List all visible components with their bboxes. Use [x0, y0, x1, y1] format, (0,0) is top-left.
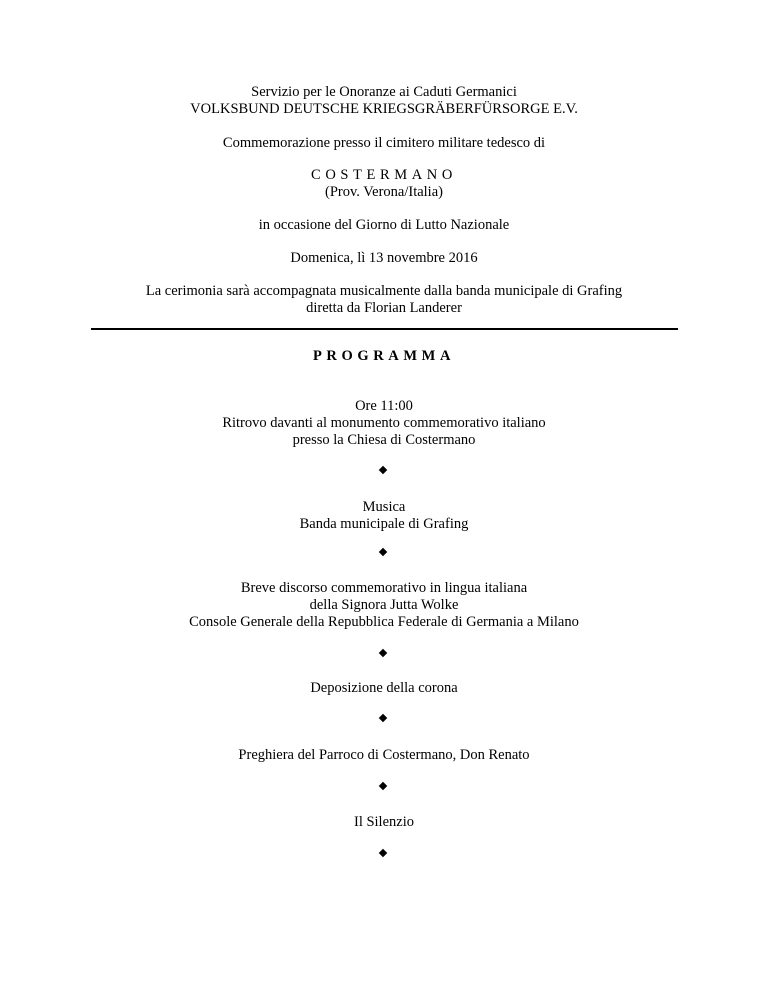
program-item-title: Preghiera del Parroco di Costermano, Don Renato — [238, 747, 530, 763]
diamond-bullet-icon — [379, 714, 387, 722]
diamond-bullet-icon — [379, 466, 387, 474]
occasion: in occasione del Giorno di Lutto Nazionale — [258, 217, 510, 233]
province: (Prov. Verona/Italia) — [325, 184, 443, 200]
program-item-line: Console Generale della Repubblica Federale di Germania a Milano — [189, 614, 579, 630]
header-divider — [91, 328, 678, 330]
organization-german-name: VOLKSBUND DEUTSCHE KRIEGSGRÄBERFÜRSORGE E.V. — [190, 101, 578, 117]
program-item-line: Ritrovo davanti al monumento commemorativo italiano — [222, 415, 546, 431]
organization-italian-name: Servizio per le Onoranze ai Caduti Germanici — [251, 84, 517, 100]
diamond-bullet-icon — [379, 548, 387, 556]
program-item-time: Ore 11:00 — [355, 398, 413, 414]
program-item-title: Musica — [362, 499, 406, 515]
program-item-line: presso la Chiesa di Costermano — [292, 432, 476, 448]
event-date: Domenica, lì 13 novembre 2016 — [290, 250, 478, 266]
program-item-line: della Signora Jutta Wolke — [309, 597, 459, 613]
program-item-title: Deposizione della corona — [310, 680, 458, 696]
music-note-line-2: diretta da Florian Landerer — [306, 300, 462, 316]
program-item-title: Breve discorso commemorativo in lingua italiana — [240, 580, 528, 596]
diamond-bullet-icon — [379, 649, 387, 657]
diamond-bullet-icon — [379, 782, 387, 790]
place-name: COSTERMANO — [311, 167, 457, 183]
diamond-bullet-icon — [379, 849, 387, 857]
commemoration-intro: Commemorazione presso il cimitero militare tedesco di — [222, 135, 546, 151]
program-item-title: Il Silenzio — [353, 814, 414, 830]
program-title: PROGRAMMA — [312, 348, 456, 364]
music-note-line-1: La cerimonia sarà accompagnata musicalmente dalla banda municipale di Grafing — [145, 283, 623, 299]
program-item-line: Banda municipale di Grafing — [299, 516, 469, 532]
